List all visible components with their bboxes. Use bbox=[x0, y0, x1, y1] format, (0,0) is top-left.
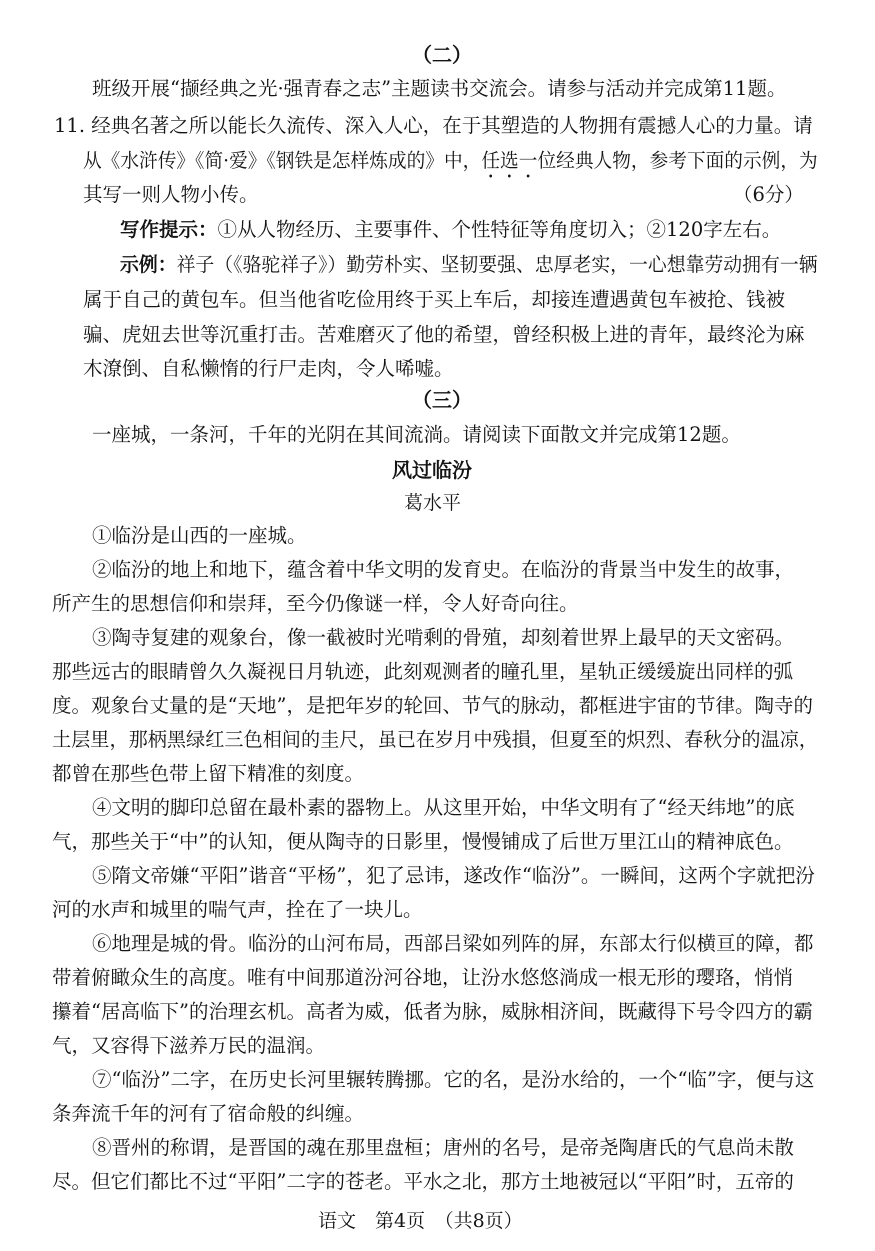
section-2-intro: 班级开展“撷经典之光·强青春之志”主题读书交流会。请参与活动并完成第11题。 bbox=[92, 77, 787, 100]
essay-line-14: 带着俯瞰众生的高度。唯有中间那道汾河谷地，让汾水悠悠淌成一根无形的璎珞，悄悄 bbox=[52, 966, 794, 989]
example-line-3: 骗、虎妞去世等沉重打击。苦难磨灭了他的希望，曾经积极上进的青年，最终沦为麻 bbox=[83, 323, 805, 346]
essay-line-8: 都曾在那些色带上留下精准的刻度。 bbox=[52, 762, 365, 785]
essay-title: 风过临汾 bbox=[392, 458, 472, 482]
essay-line-6: 度。观象台丈量的是“天地”，是把年岁的轮回、节气的脉动，都框进宇宙的节律。陶寺的 bbox=[52, 694, 813, 717]
essay-line-9: ④文明的脚印总留在最朴素的器物上。从这里开始，中华文明有了“经天纬地”的底 bbox=[92, 796, 795, 819]
question-11-score: （6分） bbox=[733, 183, 804, 206]
writing-hint-text: ①从人物经历、主要事件、个性特征等角度切入；②120字左右。 bbox=[217, 218, 782, 241]
example-line-4: 木潦倒、自私懒惰的行尸走肉，令人唏嘘。 bbox=[83, 357, 454, 380]
question-11-line-3: 其写一则人物小传。 bbox=[83, 183, 259, 206]
essay-line-12: 河的水声和城里的喘气声，拴在了一块儿。 bbox=[52, 898, 423, 921]
essay-line-4: ③陶寺复建的观象台，像一截被时光啃剩的骨殖，却刻着世界上最早的天文密码。 bbox=[92, 626, 795, 649]
example-line-1 bbox=[120, 250, 818, 280]
section-2-heading: （二） bbox=[412, 43, 472, 67]
essay-line-5: 那些远古的眼睛曾久久凝视日月轨迹，此刻观测者的瞳孔里，星轨正缓缓旋出同样的弧 bbox=[52, 660, 794, 683]
section-3-heading: （三） bbox=[412, 388, 472, 412]
essay-line-20: 尽。但它们都比不过“平阳”二字的苍老。平水之北，那方土地被冠以“平阳”时，五帝的 bbox=[52, 1170, 794, 1193]
essay-line-2: ②临汾的地上和地下，蕴含着中华文明的发育史。在临汾的背景当中发生的故事， bbox=[92, 558, 795, 581]
emphasized-text: 任选一 bbox=[481, 149, 538, 172]
essay-line-18: 条奔流千年的河有了宿命般的纠缠。 bbox=[52, 1102, 365, 1125]
section-3-intro: 一座城，一条河，千年的光阴在其间流淌。请阅读下面散文并完成第12题。 bbox=[92, 423, 741, 446]
essay-line-19: ⑧晋州的称谓，是晋国的魂在那里盘桓；唐州的名号，是帝尧陶唐氏的气息尚未散 bbox=[92, 1136, 795, 1159]
example-line-2: 属于自己的黄包车。但当他省吃俭用终于买上车后，却接连遭遇黄包车被抢、钱被 bbox=[83, 288, 786, 311]
question-11-line-2a: 从《水浒传》《简·爱》《钢铁是怎样炼成的》中， bbox=[83, 149, 482, 172]
question-11-line-2 bbox=[83, 146, 818, 183]
essay-line-15: 攥着“居高临下”的治理玄机。高者为威，低者为脉，威脉相济间，既藏得下号令四方的霸 bbox=[52, 1000, 813, 1023]
essay-line-1: ①临汾是山西的一座城。 bbox=[92, 524, 307, 547]
essay-line-13: ⑥地理是城的骨。临汾的山河布局，西部吕梁如列阵的屏，东部太行似横亘的障，都 bbox=[92, 932, 814, 955]
essay-line-16: 气，又容得下滋养万民的温润。 bbox=[52, 1034, 326, 1057]
essay-line-3: 所产生的思想信仰和崇拜，至今仍像谜一样，令人好奇向往。 bbox=[52, 592, 579, 615]
essay-line-11: ⑤隋文帝嫌“平阳”谐音“平杨”，犯了忌讳，遂改作“临汾”。一瞬间，这两个字就把汾 bbox=[92, 864, 815, 887]
essay-author: 葛水平 bbox=[404, 492, 462, 514]
essay-line-10: 气，那些关于“中”的认知，便从陶寺的日影里，慢慢铺成了后世万里江山的精神底色。 bbox=[52, 830, 794, 853]
essay-line-7: 土层里，那柄黑绿红三色相间的圭尺，虽已在岁月中残損，但夏至的炽烈、春秋分的温凉， bbox=[52, 728, 819, 751]
question-11-line-1: 11. 经典名著之所以能长久流传、深入人心，在于其塑造的人物拥有震撼人心的力量。请 bbox=[54, 114, 813, 137]
writing-hint-label: 写作提示： bbox=[120, 218, 218, 241]
example-label: 示例： bbox=[120, 253, 177, 276]
essay-line-17: ⑦“临汾”二字，在历史长河里辗转腾挪。它的名，是汾水给的，一个“临”字，便与这 bbox=[92, 1068, 815, 1091]
example-text-1: 祥子（《骆驼祥子》）勤劳朴实、坚韧要强、忠厚老实，一心想靠劳动拥有一辆 bbox=[176, 253, 818, 276]
writing-hint bbox=[120, 215, 781, 245]
page-footer: 语文 第4页 （共8页） bbox=[318, 1210, 523, 1232]
question-11-line-2b: 位经典人物，参考下面的示例，为 bbox=[537, 149, 818, 172]
